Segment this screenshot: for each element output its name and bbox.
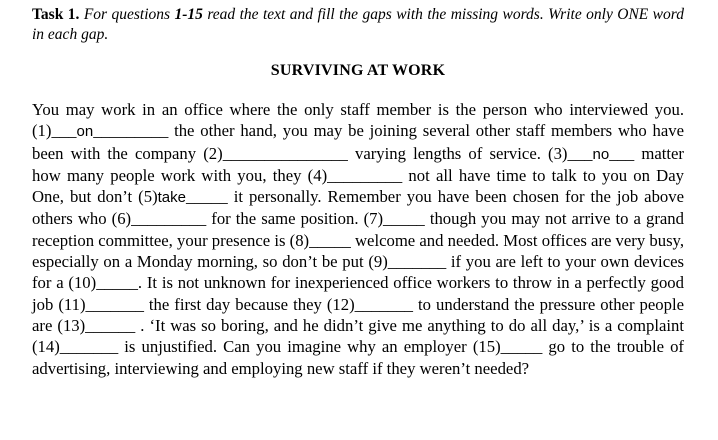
passage-segment-1: You may work in an office where the only staff member is the person who interviewed you. (1)___: [32, 100, 684, 141]
passage-text: [32, 99, 684, 379]
task-instructions: [32, 0, 684, 45]
gap-answer-5[interactable]: take: [157, 189, 186, 207]
task-text-2: read the text and fill the gaps with the missing words. Write only ONE word in each gap.: [32, 6, 684, 43]
passage-title: SURVIVING AT WORK: [270, 62, 446, 79]
passage-segment-2: _________ the other hand, you may be joining several other staff members who have been with the company (2)_______________ varying lengths of service. (3)___: [32, 121, 684, 163]
task-label: Task 1.: [32, 6, 80, 23]
passage-segment-3: ___ matter how many people work with you, they (4)_________ not all have time to talk to you on Day One, but don’t (5): [32, 143, 684, 207]
gap-answer-1[interactable]: on: [76, 123, 94, 141]
task-range: 1-15: [174, 6, 203, 23]
gap-answer-3[interactable]: no: [592, 145, 610, 163]
task-text-1: For questions: [83, 6, 175, 23]
passage-segment-4: _____ it personally. Remember you have been chosen for the job above others who (6)_________ for the same position. (7)_____ though you may not arrive to a grand reception committee, your presence is (8)_____ welcome and needed. Most offices are very busy, especially on a Monday morning, so don’t be put (9)_______ if you are left to your own devices for a (10)_____. It is not unknown for inexperienced office workers to throw in a perfectly good job (11)_______ the first day because they (12)_______ to understand the pressure other people are (13)______ . ‘It was so boring, and he didn’t give me anything to do all day,’ is a complaint (14)_______ is unjustified. Can you imagine why an employer (15)_____ go to the trouble of advertising, interviewing and employing new staff if they weren’t needed?: [32, 187, 685, 378]
